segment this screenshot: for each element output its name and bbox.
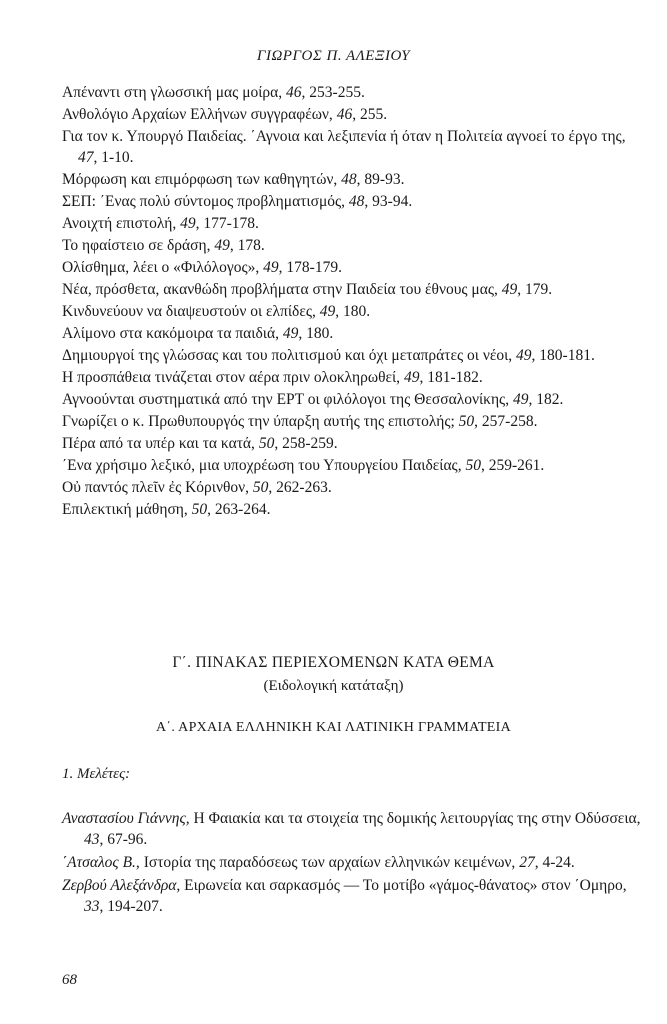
entry-issue: 50 [191,501,208,518]
entry-pages: , 180. [298,325,334,342]
entry-title: Ολίσθημα, λέει ο «Φιλόλογος», [62,259,264,276]
work-title: Η Φαιακία και τα στοιχεία της δομικής λειτουργίας της στην Οδύσσεια, [193,810,641,827]
entry-title: Δημιουργοί της γλώσσας και του πολιτισμού και όχι μεταπράτες οι νέοι, [62,347,517,364]
entry-pages: , 255. [352,106,388,123]
entry-title: Το ηφαίστειο σε δράση, [62,237,215,254]
page-number: 68 [62,972,77,988]
entry-pages: , 178-179. [278,259,342,276]
entry-title: ΄Ενα χρήσιμο λεξικό, μια υποχρέωση του Υπουργείου Παιδείας, [62,457,466,474]
entry-title: Κινδυνεύουν να διαψευστούν οι ελπίδες, [62,303,320,320]
list-item [62,852,644,873]
work-title: Ιστορία της παραδόσεως των αρχαίων ελληνικών κειμένων, [143,854,520,871]
work-title: Ειρωνεία και σαρκασμός — Το μοτίβο «γάμος-θάνατος» στον ΄Ομηρο, [184,877,627,894]
work-pages: , 4-24. [534,854,575,871]
list-item [62,808,644,850]
list-item [62,126,644,168]
list-item [62,411,644,432]
entry-pages: , 93-94. [364,193,413,210]
section-title: Γ΄. ΠΙΝΑΚΑΣ ΠΕΡΙΕΧΟΜΕΝΩΝ ΚΑΤΑ ΘΕΜΑ [172,654,495,671]
work-author: ΄Ατσαλος Β., [62,854,144,871]
list-item [62,191,644,212]
entry-title: Απέναντι στη γλωσσική μας μοίρα, [62,84,287,101]
entry-issue: 50 [252,479,269,496]
entry-title: Επιλεκτική μάθηση, [62,501,192,518]
works-list [62,808,644,919]
list-item [62,345,644,366]
entry-title: Μόρφωση και επιμόρφωση των καθηγητών, [62,171,342,188]
entry-title: Οὐ παντός πλεῖν ἐς Κόρινθον, [62,479,253,496]
entry-issue: 48 [341,171,357,188]
entry-pages: , 89-93. [356,171,405,188]
running-header: ΓΙΩΡΓΟΣ Π. ΑΛΕΞΙΟΥ [256,48,411,64]
list-item [62,104,644,125]
entry-title: ΣΕΠ: ΄Ενας πολύ σύντομος προβληματισμός, [62,193,349,210]
list-item [62,389,644,410]
entry-title: Ανοιχτή επιστολή, [62,215,181,232]
work-author: Αναστασίου Γιάννης, [62,810,194,827]
entry-pages: , 1-10. [93,149,134,166]
entry-issue: 50 [458,413,475,430]
list-item [62,367,644,388]
entry-title: Για τον κ. Υπουργό Παιδείας. ΄Αγνοια και λεξιπενία ή όταν η Πολιτεία αγνοεί το έργο της, [62,128,626,145]
work-pages: , 194-207. [99,898,163,915]
work-issue: 43 [84,831,100,848]
list-item [62,235,644,256]
entry-issue: 50 [258,435,275,452]
entry-issue: 49 [282,325,299,342]
entry-pages: , 181-182. [419,369,483,386]
subsection-title: Α΄. ΑΡΧΑΙΑ ΕΛΛΗΝΙΚΗ ΚΑΙ ΛΑΤΙΝΙΚΗ ΓΡΑΜΜΑΤΕΙΑ [155,720,512,735]
entry-issue: 46 [336,106,353,123]
list-item [62,213,644,234]
entry-pages: , 253-255. [301,84,365,101]
entry-title: Νέα, πρόσθετα, ακανθώδη προβλήματα στην Παιδεία του έθνους μας, [62,281,502,298]
list-item [62,477,644,498]
entry-title: Πέρα από τα υπέρ και τα κατά, [62,435,259,452]
work-issue: 27 [519,854,535,871]
list-item [62,875,644,917]
entry-issue: 49 [180,215,196,232]
list-item [62,499,644,520]
entry-pages: , 258-259. [274,435,338,452]
entry-pages: , 178. [229,237,265,254]
list-item [62,82,644,103]
list-item [62,323,644,344]
article-list [62,82,644,521]
entry-pages: , 180-181. [531,347,595,364]
entry-issue: 49 [403,369,420,386]
entry-issue: 48 [348,193,365,210]
work-issue: 33 [84,898,100,915]
entry-title: Αγνοούνται συστηματικά από την ΕΡΤ οι φιλόλογοι της Θεσσαλονίκης, [62,391,513,408]
entry-issue: 46 [286,84,302,101]
entry-pages: , 263-264. [207,501,271,518]
entry-pages: , 262-263. [268,479,332,496]
list-item [62,279,644,300]
entry-pages: , 179. [517,281,553,298]
entry-pages: , 257-258. [474,413,538,430]
entry-title: Αλίμονο στα κακόμοιρα τα παιδιά, [62,325,283,342]
entry-title: Η προσπάθεια τινάζεται στον αέρα πριν ολοκληρωθεί, [62,369,404,386]
entry-title: Ανθολόγιο Αρχαίων Ελλήνων συγγραφέων, [62,106,337,123]
work-author: Ζερβού Αλεξάνδρα, [62,877,185,894]
entry-issue: 49 [512,391,529,408]
list-item [62,257,644,278]
list-item [62,433,644,454]
entry-issue: 49 [501,281,518,298]
entry-issue: 49 [214,237,230,254]
entry-title: Γνωρίζει ο κ. Πρωθυπουργός την ύπαρξη αυτής της επιστολής; [62,413,459,430]
entry-issue: 49 [319,303,336,320]
entry-pages: , 259-261. [480,457,545,474]
list-item [62,169,644,190]
category-label: 1. Μελέτες: [62,766,131,782]
entry-pages: , 180. [335,303,371,320]
entry-issue: 50 [465,457,481,474]
entry-issue: 49 [516,347,532,364]
entry-issue: 47 [78,149,94,166]
work-pages: , 67-96. [99,831,148,848]
entry-pages: , 182. [528,391,564,408]
entry-pages: , 177-178. [195,215,259,232]
entry-issue: 49 [263,259,279,276]
list-item [62,301,644,322]
list-item [62,455,644,476]
section-subtitle: (Ειδολογική κατάταξη) [263,678,404,694]
